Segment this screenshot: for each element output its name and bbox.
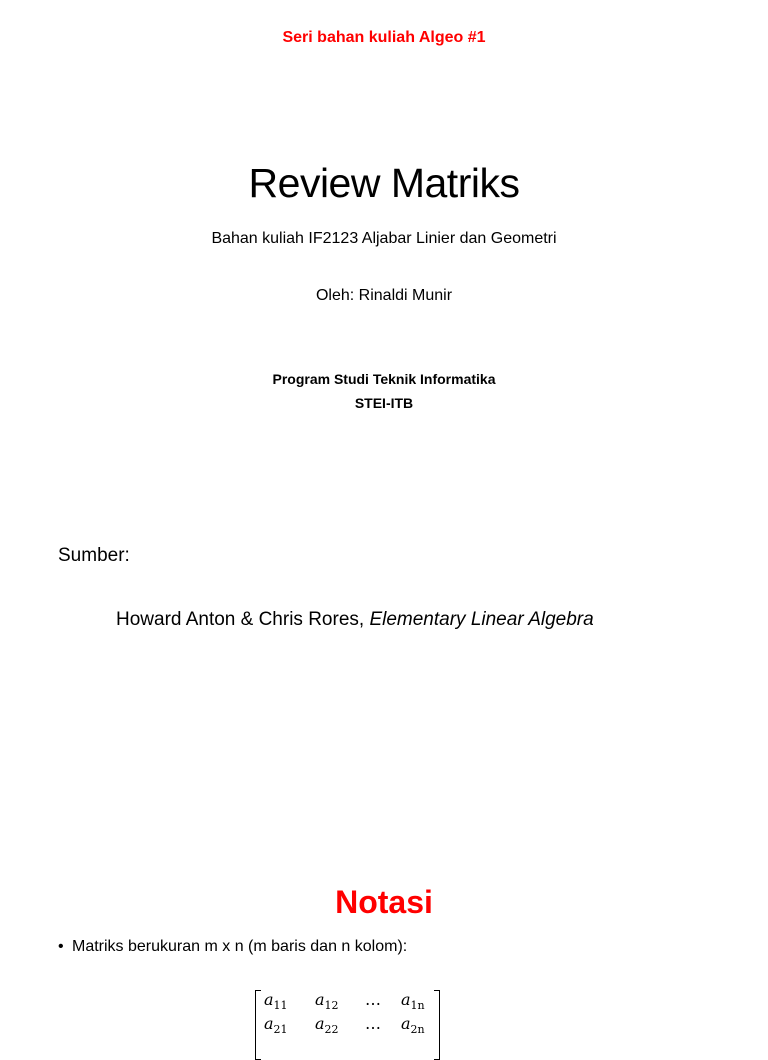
right-bracket <box>434 990 440 1060</box>
matrix-notation <box>255 990 440 1060</box>
series-label: Seri bahan kuliah Algeo #1 <box>282 29 486 46</box>
program-name: Program Studi Teknik Informatika <box>272 371 496 387</box>
left-bracket <box>255 990 261 1060</box>
matrix-cell: $a_{1n}$ <box>401 990 425 1012</box>
source-book-title: Elementary Linear Algebra <box>369 609 594 630</box>
matrix-cell: … <box>365 990 381 1009</box>
source-authors: Howard Anton & Chris Rores, <box>116 609 370 630</box>
matrix-cell: $a_{12}$ <box>315 990 339 1012</box>
author-line: Oleh: Rinaldi Munir <box>315 287 453 304</box>
matrix-cell: $a_{2n}$ <box>401 1014 425 1036</box>
section-title: Notasi <box>335 884 433 920</box>
bullet-text: Matriks berukuran m x n (m baris dan n kolom): <box>72 938 408 955</box>
matrix-cell: … <box>365 1014 381 1033</box>
source-label: Sumber: <box>58 545 130 566</box>
matrix-cell: $a_{22}$ <box>315 1014 339 1036</box>
source-reference <box>116 609 594 631</box>
institution-name: STEI-ITB <box>354 395 414 411</box>
course-subtitle: Bahan kuliah IF2123 Aljabar Linier dan Geometri <box>211 230 557 247</box>
page-title: Review Matriks <box>248 160 520 206</box>
matrix-cell: $a_{21}$ <box>264 1014 288 1036</box>
matrix-cell: $a_{11}$ <box>264 990 288 1012</box>
bullet-icon: • <box>58 938 64 955</box>
bullet-item <box>58 938 407 956</box>
